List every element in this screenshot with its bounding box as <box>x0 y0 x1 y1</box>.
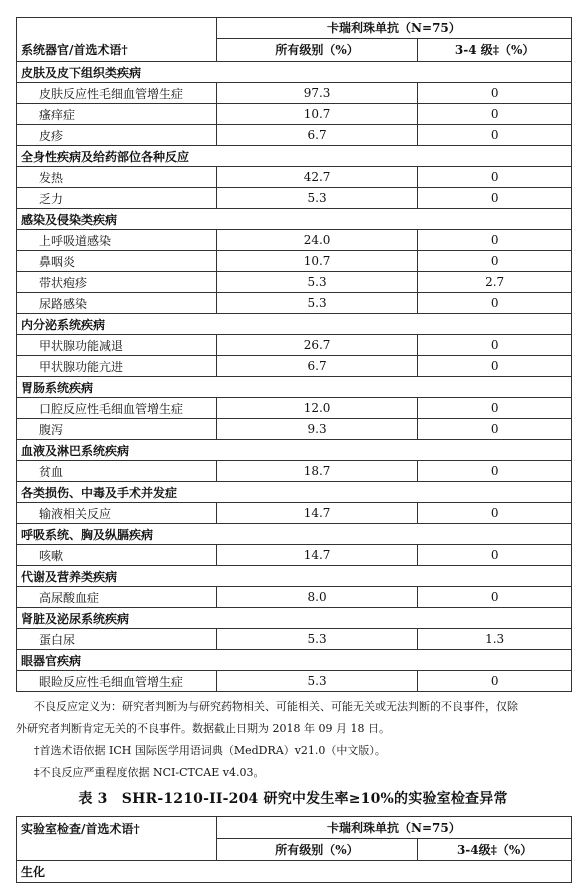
section-title: 眼器官疾病 <box>17 650 572 671</box>
t3-header-grade34: 3-4级‡（%） <box>418 839 572 861</box>
section-title: 感染及侵染类疾病 <box>17 209 572 230</box>
all-grades-cell: 6.7 <box>216 125 417 146</box>
grade34-cell: 0 <box>418 104 572 125</box>
section-row <box>17 377 572 398</box>
term-cell: 贫血 <box>17 461 217 482</box>
grade34-cell: 0 <box>418 545 572 566</box>
footnote-meddra: †首选术语依据 ICH 国际医学用语词典（MedDRA）v21.0（中文版）。 <box>34 744 386 757</box>
table-row <box>17 671 572 692</box>
section-row <box>17 650 572 671</box>
term-cell: 口腔反应性毛细血管增生症 <box>17 398 217 419</box>
table-row <box>17 188 572 209</box>
table-row <box>17 398 572 419</box>
t3-header-term: 实验室检查/首选术语† <box>17 817 217 861</box>
term-cell: 发热 <box>17 167 217 188</box>
section-row <box>17 482 572 503</box>
all-grades-cell: 26.7 <box>216 335 417 356</box>
table-row <box>17 167 572 188</box>
all-grades-cell: 12.0 <box>216 398 417 419</box>
grade34-cell: 0 <box>418 83 572 104</box>
term-cell: 鼻咽炎 <box>17 251 217 272</box>
section-row <box>17 566 572 587</box>
table-row <box>17 230 572 251</box>
table-row <box>17 83 572 104</box>
term-cell: 咳嗽 <box>17 545 217 566</box>
all-grades-cell: 14.7 <box>216 503 417 524</box>
term-cell: 腹泻 <box>17 419 217 440</box>
section-row <box>17 524 572 545</box>
all-grades-cell: 9.3 <box>216 419 417 440</box>
section-row <box>17 146 572 167</box>
table-row <box>17 104 572 125</box>
header-grade34: 3-4 级‡（%） <box>418 38 572 61</box>
table-footnotes <box>16 696 572 784</box>
header-all-grades: 所有级别（%） <box>216 38 417 61</box>
grade34-cell: 0 <box>418 293 572 314</box>
section-row <box>17 608 572 629</box>
section-title: 各类损伤、中毒及手术并发症 <box>17 482 572 503</box>
all-grades-cell: 97.3 <box>216 83 417 104</box>
term-cell: 甲状腺功能减退 <box>17 335 217 356</box>
grade34-cell: 0 <box>418 461 572 482</box>
all-grades-cell: 5.3 <box>216 293 417 314</box>
adverse-reactions-table <box>16 17 572 692</box>
section-row <box>17 62 572 83</box>
section-title: 呼吸系统、胸及纵膈疾病 <box>17 524 572 545</box>
table-row <box>17 335 572 356</box>
section-title: 皮肤及皮下组织类疾病 <box>17 62 572 83</box>
grade34-cell: 0 <box>418 671 572 692</box>
table-row <box>17 419 572 440</box>
all-grades-cell: 42.7 <box>216 167 417 188</box>
grade34-cell: 0 <box>418 398 572 419</box>
term-cell: 带状疱疹 <box>17 272 217 293</box>
all-grades-cell: 6.7 <box>216 356 417 377</box>
grade34-cell: 0 <box>418 356 572 377</box>
term-cell: 瘙痒症 <box>17 104 217 125</box>
section-title: 血液及淋巴系统疾病 <box>17 440 572 461</box>
grade34-cell: 0 <box>418 587 572 608</box>
footnote-ctcae: ‡不良反应严重程度依据 NCI-CTCAE v4.03。 <box>34 766 265 779</box>
header-group-label: 卡瑞利珠单抗（N=75） <box>216 18 571 39</box>
grade34-cell: 0 <box>418 188 572 209</box>
all-grades-cell: 10.7 <box>216 251 417 272</box>
term-cell: 输液相关反应 <box>17 503 217 524</box>
section-row <box>17 209 572 230</box>
grade34-cell: 0 <box>418 125 572 146</box>
table-row <box>17 293 572 314</box>
grade34-cell: 0 <box>418 167 572 188</box>
table-row <box>17 503 572 524</box>
grade34-cell: 2.7 <box>418 272 572 293</box>
table-row <box>17 461 572 482</box>
header-cell-term <box>17 18 217 62</box>
section-title: 肾脏及泌尿系统疾病 <box>17 608 572 629</box>
t3-header-group: 卡瑞利珠单抗（N=75） <box>216 817 571 839</box>
lab-abnormalities-table <box>16 816 572 883</box>
grade34-cell: 0 <box>418 503 572 524</box>
table-row <box>17 272 572 293</box>
all-grades-cell: 14.7 <box>216 545 417 566</box>
section-row <box>17 440 572 461</box>
all-grades-cell: 8.0 <box>216 587 417 608</box>
t3-header-all-grades: 所有级别（%） <box>216 839 418 861</box>
t3-section-row: 生化 <box>17 861 572 883</box>
term-cell: 乏力 <box>17 188 217 209</box>
term-cell: 眼睑反应性毛细血管增生症 <box>17 671 217 692</box>
grade34-cell: 1.3 <box>418 629 572 650</box>
table3-caption: 表 3 SHR-1210-II-204 研究中发生率≥10%的实验室检查异常 <box>78 791 508 807</box>
term-cell: 蛋白尿 <box>17 629 217 650</box>
table-row <box>17 545 572 566</box>
all-grades-cell: 18.7 <box>216 461 417 482</box>
footnote-definition-line1: 不良反应定义为：研究者判断为与研究药物相关、可能相关、可能无关或无法判断的不良事件，仅除 <box>34 700 518 713</box>
term-cell: 尿路感染 <box>17 293 217 314</box>
grade34-cell: 0 <box>418 251 572 272</box>
all-grades-cell: 10.7 <box>216 104 417 125</box>
all-grades-cell: 5.3 <box>216 272 417 293</box>
term-cell: 皮疹 <box>17 125 217 146</box>
section-title: 全身性疾病及给药部位各种反应 <box>17 146 572 167</box>
all-grades-cell: 24.0 <box>216 230 417 251</box>
all-grades-cell: 5.3 <box>216 629 417 650</box>
term-cell: 高尿酸血症 <box>17 587 217 608</box>
table-row <box>17 629 572 650</box>
term-cell: 甲状腺功能亢进 <box>17 356 217 377</box>
grade34-cell: 0 <box>418 335 572 356</box>
section-row <box>17 314 572 335</box>
header-term-label: 系统器官/首选术语† <box>21 43 128 57</box>
term-cell: 皮肤反应性毛细血管增生症 <box>17 83 217 104</box>
table-row <box>17 125 572 146</box>
table-row <box>17 251 572 272</box>
all-grades-cell: 5.3 <box>216 188 417 209</box>
term-cell: 上呼吸道感染 <box>17 230 217 251</box>
table-row <box>17 356 572 377</box>
table-row <box>17 587 572 608</box>
footnote-definition-line2: 外研究者判断肯定无关的不良事件。数据截止日期为 2018 年 09 月 18 日。 <box>16 722 390 735</box>
grade34-cell: 0 <box>418 230 572 251</box>
section-title: 内分泌系统疾病 <box>17 314 572 335</box>
all-grades-cell: 5.3 <box>216 671 417 692</box>
section-title: 代谢及营养类疾病 <box>17 566 572 587</box>
section-title: 胃肠系统疾病 <box>17 377 572 398</box>
grade34-cell: 0 <box>418 419 572 440</box>
